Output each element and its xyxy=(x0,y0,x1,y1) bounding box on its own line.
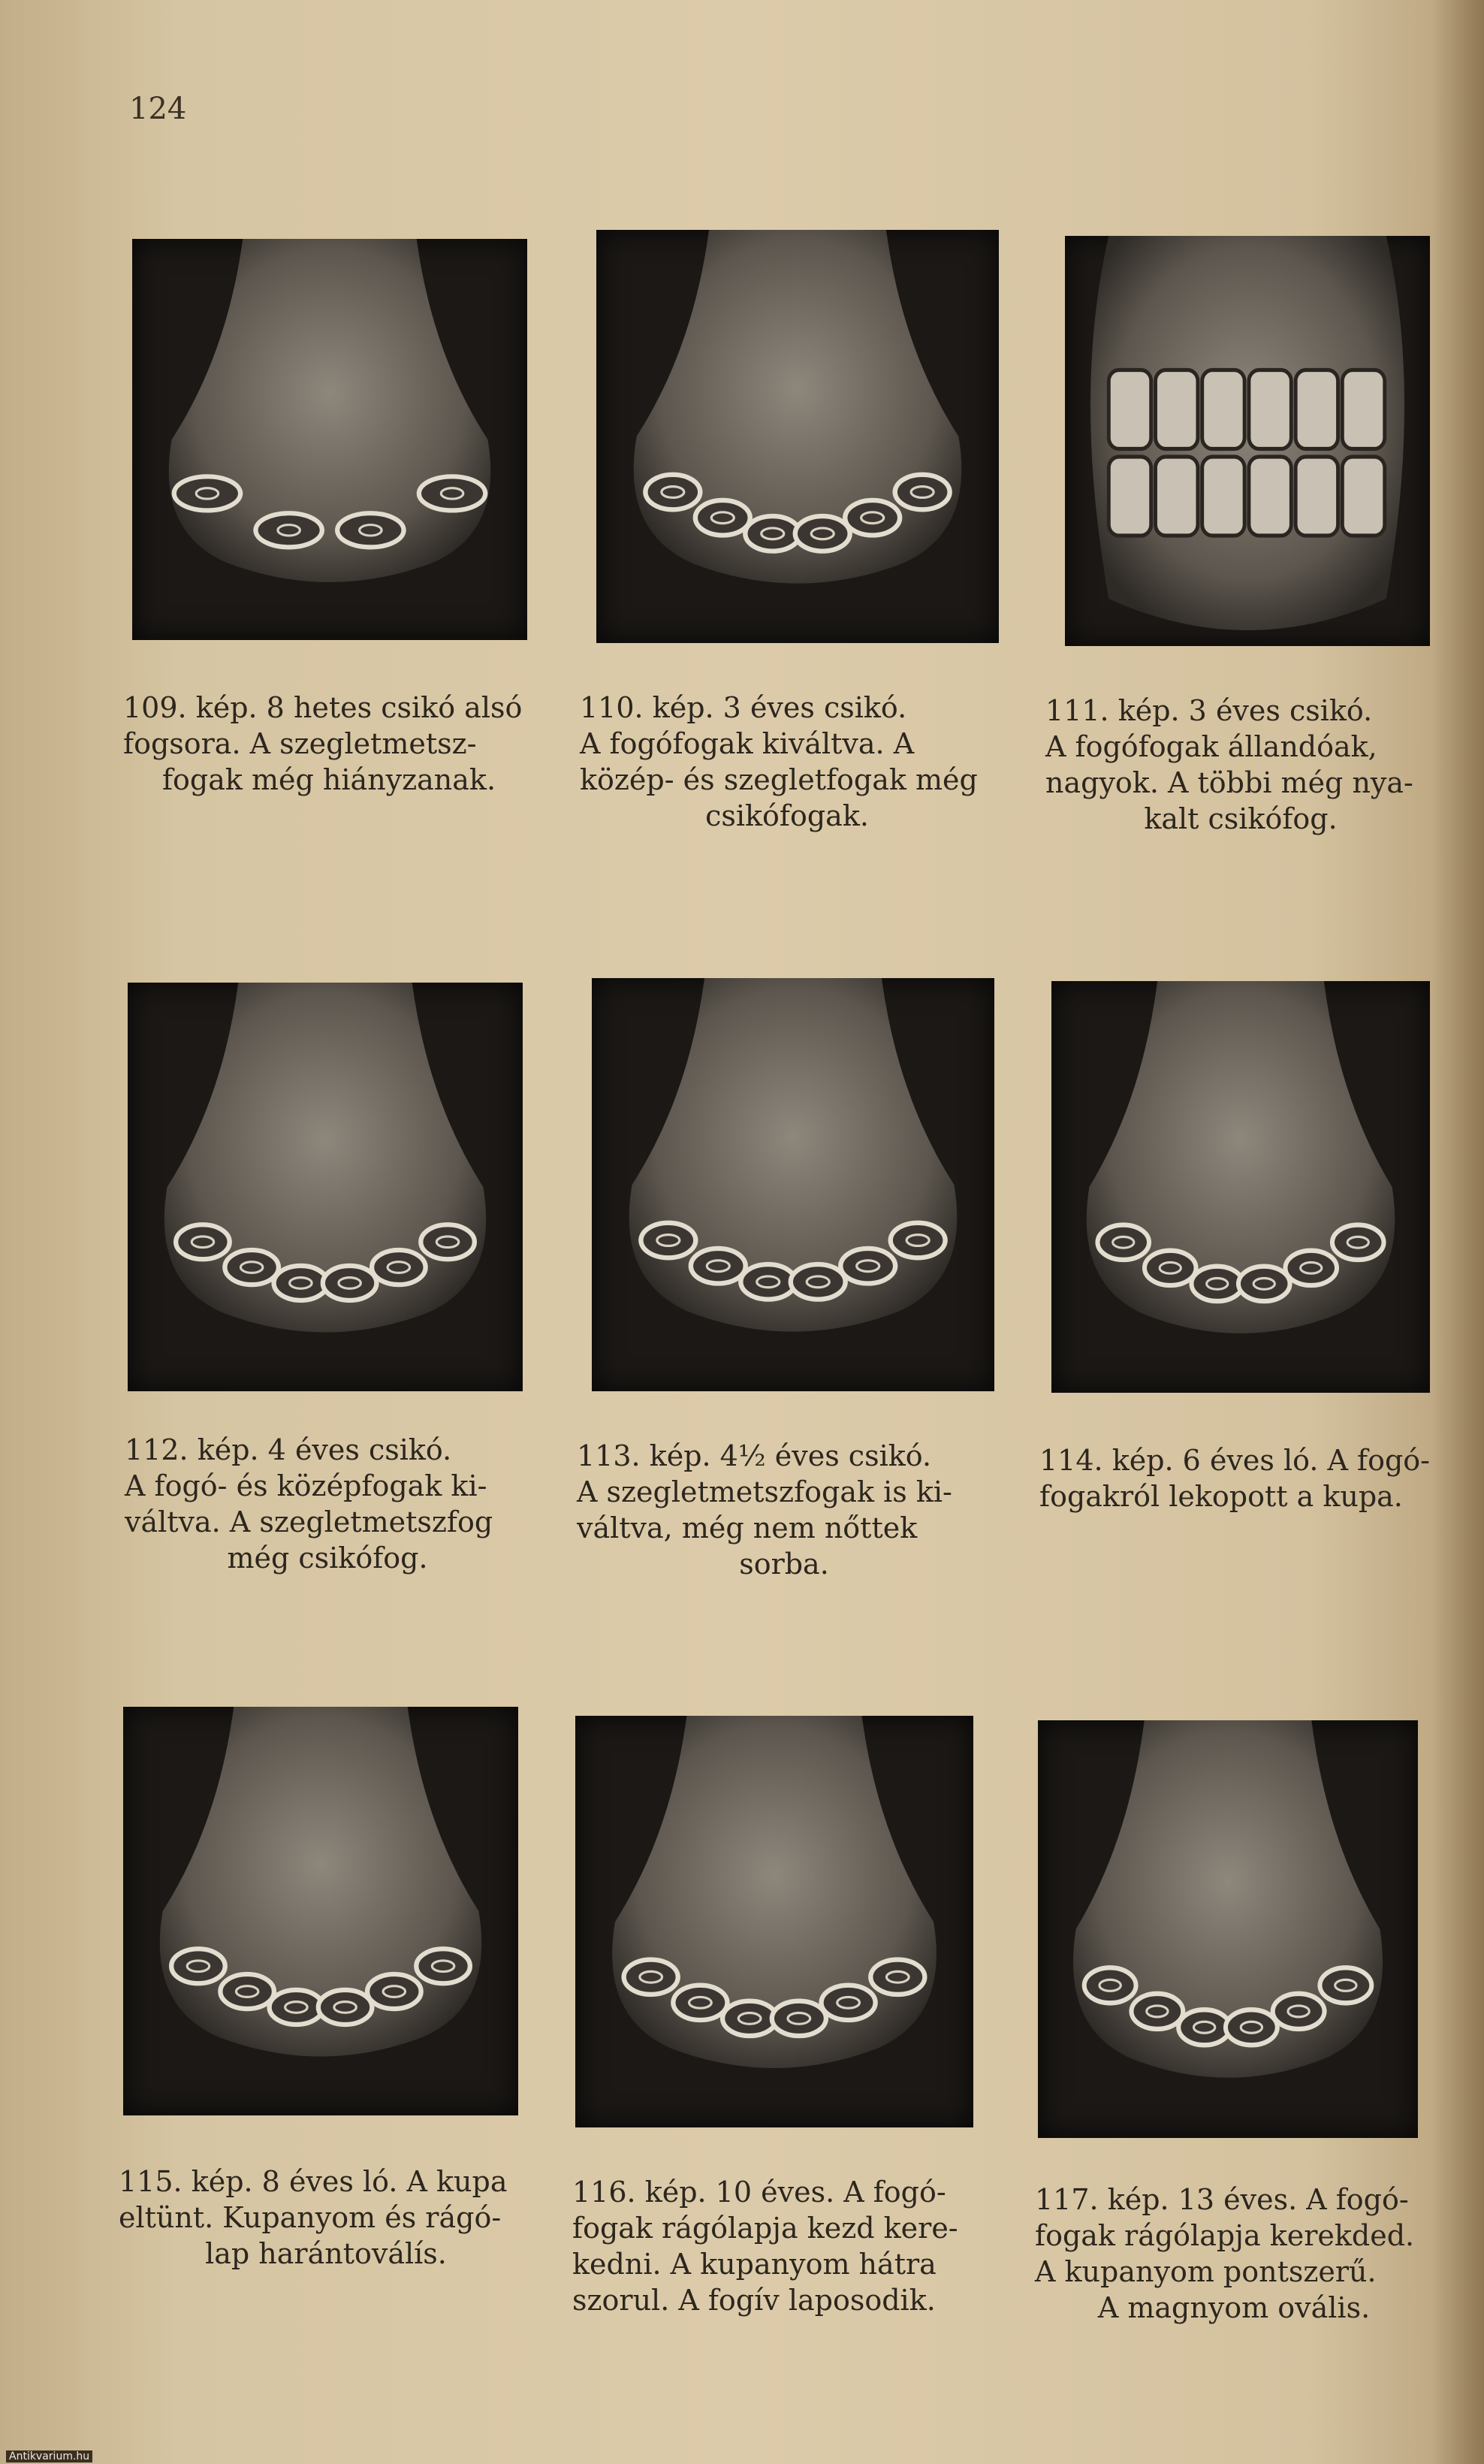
caption-line: 115. kép. 8 éves ló. A kupa xyxy=(119,2165,508,2198)
tooth xyxy=(220,1974,274,2009)
figure-114-caption xyxy=(1039,1442,1437,1514)
tooth xyxy=(323,1266,377,1300)
jaw-illustration xyxy=(132,239,527,640)
tooth xyxy=(1156,457,1198,536)
tooth xyxy=(1295,370,1338,449)
tooth xyxy=(1108,370,1151,449)
tooth xyxy=(624,1960,678,1994)
jaw-illustration xyxy=(575,1716,973,2127)
caption-line: váltva, még nem nőttek xyxy=(577,1511,918,1545)
caption-line: fogak rágólapja kerekded. xyxy=(1035,2219,1415,2252)
figure-113-photo xyxy=(592,978,994,1391)
caption-line: fogak még hiányzanak. xyxy=(161,763,496,796)
caption-line: kalt csikófog. xyxy=(1144,802,1338,835)
tooth xyxy=(367,1974,421,2009)
tooth xyxy=(745,516,800,551)
figure-111-caption xyxy=(1045,693,1436,837)
tooth xyxy=(1342,457,1384,536)
tooth xyxy=(1191,1267,1243,1301)
tooth xyxy=(1332,1225,1384,1260)
tooth xyxy=(772,2001,826,2036)
caption-line: fogakról lekopott a kupa. xyxy=(1039,1480,1403,1513)
figure-117-photo xyxy=(1038,1720,1418,2138)
jaw-illustration xyxy=(1051,981,1430,1393)
figure-115-caption xyxy=(119,2164,533,2272)
tooth xyxy=(740,1264,795,1300)
tooth xyxy=(1202,457,1244,536)
caption-line: szorul. A fogív laposodik. xyxy=(572,2284,936,2317)
caption-line: 109. kép. 8 hetes csikó alsó xyxy=(123,691,523,724)
caption-line: fogak rágólapja kezd kere- xyxy=(572,2212,958,2245)
figure-112-photo xyxy=(128,983,523,1391)
tooth xyxy=(641,1223,695,1258)
tooth xyxy=(795,516,850,551)
caption-line: A szegletmetszfogak is ki- xyxy=(577,1475,952,1508)
figure-112-caption xyxy=(125,1432,530,1576)
jaw-shape xyxy=(169,239,490,582)
tooth xyxy=(416,1949,470,1983)
caption-line: 114. kép. 6 éves ló. A fogó- xyxy=(1039,1444,1430,1477)
tooth xyxy=(176,1224,230,1259)
tooth xyxy=(695,500,750,536)
figure-111-photo xyxy=(1065,236,1430,646)
tooth xyxy=(1202,370,1244,449)
tooth xyxy=(1238,1267,1290,1301)
page-number: 124 xyxy=(129,92,187,126)
tooth xyxy=(274,1266,328,1300)
tooth xyxy=(673,1985,727,2020)
figure-109-photo xyxy=(132,239,527,640)
caption-line: fogsora. A szegletmetsz- xyxy=(123,727,477,760)
figure-114-photo xyxy=(1051,981,1430,1393)
tooth xyxy=(1097,1225,1149,1260)
tooth xyxy=(1295,457,1338,536)
tooth xyxy=(318,1990,373,2025)
tooth xyxy=(1156,370,1198,449)
caption-line: A fogó- és középfogak ki- xyxy=(125,1469,487,1502)
jaw-illustration xyxy=(1038,1720,1418,2138)
caption-line: lap harántoválís. xyxy=(205,2237,447,2270)
tooth xyxy=(1249,370,1291,449)
caption-line: 116. kép. 10 éves. A fogó- xyxy=(572,2176,946,2209)
caption-line: 110. kép. 3 éves csikó. xyxy=(580,691,907,724)
caption-line: sorba. xyxy=(739,1548,829,1581)
caption-line: csikófogak. xyxy=(705,799,869,832)
figure-110-caption xyxy=(580,690,994,834)
caption-line: eltünt. Kupanyom és rágó- xyxy=(119,2201,502,2234)
figure-116-caption xyxy=(572,2174,990,2318)
figure-109-caption xyxy=(123,690,535,798)
tooth xyxy=(421,1224,475,1259)
tooth xyxy=(722,2001,777,2036)
tooth xyxy=(791,1264,846,1300)
tooth xyxy=(337,513,403,547)
page-edge-shadow xyxy=(1431,0,1484,2464)
tooth xyxy=(1273,1994,1325,2029)
tooth xyxy=(1131,1994,1183,2029)
tooth xyxy=(372,1250,426,1285)
tooth xyxy=(1226,2010,1277,2045)
caption-line: A kupanyom pontszerű. xyxy=(1035,2255,1377,2288)
tooth xyxy=(1108,457,1151,536)
tooth xyxy=(419,476,485,510)
caption-line: 113. kép. 4½ éves csikó. xyxy=(577,1439,932,1472)
jaw-illustration xyxy=(123,1707,518,2115)
tooth xyxy=(1084,1967,1136,2003)
tooth xyxy=(1285,1251,1337,1285)
jaw-illustration xyxy=(592,978,994,1391)
tooth xyxy=(270,1990,324,2025)
jaw-illustration xyxy=(1065,236,1430,646)
tooth xyxy=(891,1223,946,1258)
caption-line: váltva. A szegletmetszfog xyxy=(125,1505,493,1538)
tooth xyxy=(255,513,321,547)
tooth xyxy=(1342,370,1384,449)
caption-line: A magnyom ovális. xyxy=(1097,2291,1371,2324)
figure-115-photo xyxy=(123,1707,518,2115)
caption-line: még csikófog. xyxy=(227,1542,428,1575)
tooth xyxy=(174,476,240,510)
watermark: Antikvarium.hu xyxy=(6,2450,92,2462)
figure-110-photo xyxy=(596,230,999,643)
tooth xyxy=(895,475,950,510)
caption-line: 111. kép. 3 éves csikó. xyxy=(1045,694,1373,727)
tooth xyxy=(1320,1967,1371,2003)
figure-116-photo xyxy=(575,1716,973,2127)
caption-line: nagyok. A többi még nya- xyxy=(1045,766,1413,799)
tooth xyxy=(845,500,900,536)
tooth xyxy=(225,1250,279,1285)
tooth xyxy=(171,1949,225,1983)
caption-line: kedni. A kupanyom hátra xyxy=(572,2248,937,2281)
caption-line: A fogófogak állandóak, xyxy=(1045,730,1377,763)
tooth xyxy=(691,1249,746,1284)
tooth xyxy=(1249,457,1291,536)
jaw-illustration xyxy=(596,230,999,643)
jaw-illustration xyxy=(128,983,523,1391)
figure-117-caption xyxy=(1035,2182,1433,2326)
tooth xyxy=(870,1960,924,1994)
tooth xyxy=(822,1985,876,2020)
caption-line: közép- és szegletfogak még xyxy=(580,763,978,796)
tooth xyxy=(1178,2010,1230,2045)
figure-113-caption xyxy=(577,1438,991,1582)
caption-line: 117. kép. 13 éves. A fogó- xyxy=(1035,2183,1409,2216)
tooth xyxy=(840,1249,895,1284)
caption-line: 112. kép. 4 éves csikó. xyxy=(125,1433,452,1466)
caption-line: A fogófogak kiváltva. A xyxy=(580,727,915,760)
tooth xyxy=(645,475,700,510)
tooth xyxy=(1145,1251,1196,1285)
